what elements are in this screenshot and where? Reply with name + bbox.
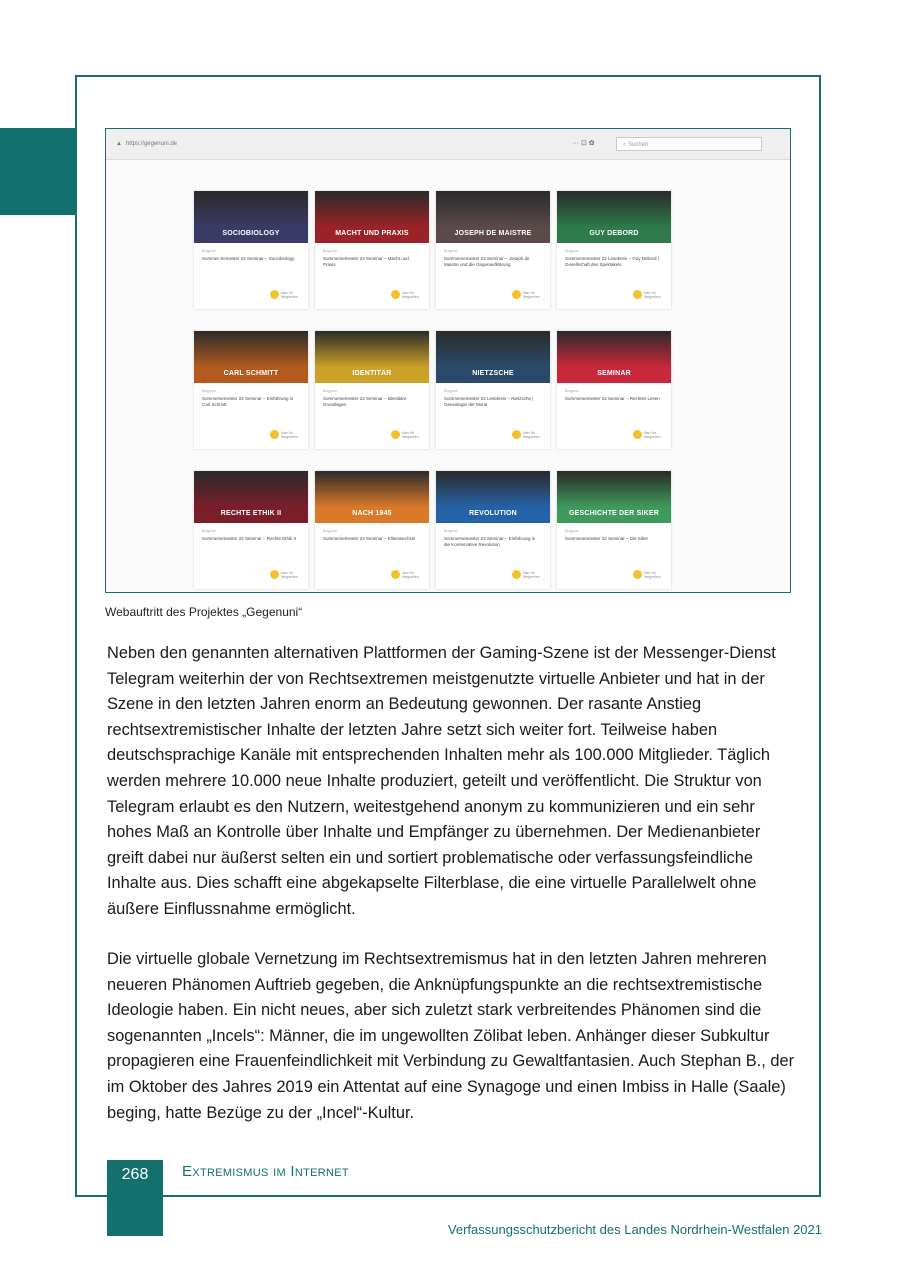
card-title[interactable]: Sommersemester 22 Seminar – Einführung in Carl Schmitt bbox=[202, 396, 294, 407]
card-image-title: REVOLUTION bbox=[469, 510, 517, 517]
card-category: Blogpost bbox=[323, 529, 337, 533]
card-logo bbox=[633, 429, 661, 441]
card-logo-text: Narr für Wegsehen bbox=[644, 571, 661, 579]
course-card[interactable] bbox=[194, 191, 308, 309]
card-image bbox=[436, 471, 550, 523]
card-logo-text: Narr für Wegsehen bbox=[281, 431, 298, 439]
card-logo bbox=[633, 289, 661, 301]
card-title[interactable]: Sommersemester 22 Seminar – Die Siker bbox=[565, 536, 649, 541]
card-logo-text: Narr für Wegsehen bbox=[281, 571, 298, 579]
card-title[interactable]: Sommersemester 22 Lesekreis – Nietzsche | Genealogie der Moral bbox=[444, 396, 534, 407]
chapter-tab bbox=[0, 128, 76, 215]
card-image-title: IDENTITÄR bbox=[352, 370, 392, 377]
card-logo-text: Narr für Wegsehen bbox=[523, 571, 540, 579]
sun-icon bbox=[512, 290, 521, 299]
card-logo bbox=[391, 429, 419, 441]
card-title[interactable]: Sommersemester 22 Seminar – Identitäre Grundlagen bbox=[323, 396, 407, 407]
sun-icon bbox=[633, 570, 642, 579]
section-title: Extremismus im Internet bbox=[182, 1163, 349, 1180]
sun-icon bbox=[270, 430, 279, 439]
card-title[interactable]: Sommersemester 22 Seminar – Einführung in die Konservative Revolution bbox=[444, 536, 536, 547]
card-image-title: NIETZSCHE bbox=[472, 370, 514, 377]
card-logo-text: Narr für Wegsehen bbox=[523, 431, 540, 439]
card-logo bbox=[270, 569, 298, 581]
card-logo bbox=[270, 289, 298, 301]
card-logo-text: Narr für Wegsehen bbox=[523, 291, 540, 299]
card-category: Blogpost bbox=[202, 529, 216, 533]
card-image bbox=[557, 331, 671, 383]
card-category: Blogpost bbox=[565, 389, 579, 393]
card-image-title: GESCHICHTE DER SIKER bbox=[569, 510, 659, 517]
card-title[interactable]: Sommersemester 22 Lesekreis – Guy Debord | Gesellschaft des Spektakels bbox=[565, 256, 659, 267]
card-title[interactable]: Sommersemester 22 Seminar – Rechte Ethik II bbox=[202, 536, 297, 541]
card-image-title: NACH 1945 bbox=[352, 510, 392, 517]
card-image bbox=[194, 331, 308, 383]
card-logo-text: Narr für Wegsehen bbox=[402, 571, 419, 579]
card-logo-text: Narr für Wegsehen bbox=[402, 291, 419, 299]
figure-caption: Webauftritt des Projektes „Gegenuni“ bbox=[105, 605, 303, 619]
card-logo bbox=[633, 569, 661, 581]
browser-toolbar bbox=[106, 129, 790, 160]
course-card[interactable] bbox=[315, 471, 429, 589]
card-image-title: SEMINAR bbox=[597, 370, 631, 377]
page-number: 268 bbox=[107, 1160, 163, 1236]
sun-icon bbox=[270, 290, 279, 299]
card-image bbox=[194, 191, 308, 243]
card-image-title: GUY DEBORD bbox=[589, 230, 639, 237]
course-card[interactable] bbox=[557, 331, 671, 449]
card-logo-text: Narr für Wegsehen bbox=[281, 291, 298, 299]
card-image bbox=[436, 191, 550, 243]
card-logo-text: Narr für Wegsehen bbox=[402, 431, 419, 439]
sun-icon bbox=[391, 290, 400, 299]
card-logo-text: Narr für Wegsehen bbox=[644, 431, 661, 439]
card-title[interactable]: Sommersemester 22 Seminar – Elitenwechsel bbox=[323, 536, 416, 541]
course-card[interactable] bbox=[436, 471, 550, 589]
card-logo bbox=[512, 289, 540, 301]
footer-text: Verfassungsschutzbericht des Landes Nordrhein-Westfalen 2021 bbox=[447, 1222, 822, 1237]
card-image-title: SOCIOBIOLOGY bbox=[222, 230, 280, 237]
card-image-title: CARL SCHMITT bbox=[223, 370, 279, 377]
card-logo bbox=[512, 429, 540, 441]
paragraph-2: Die virtuelle globale Vernetzung im Rechtsextremismus hat in den letzten Jahren mehreren neueren Phänomen Auftrieb gegeben, die Anknüpfungspunkte an die rechtsextremistische Ideologie haben. Ein nicht neues, aber sich zuletzt stark verbreitendes Phänomen sind die sogenannten „Incels“: Männer, die im ungewollten Zölibat leben. Anhänger dieser Subkultur propagieren eine Frauenfeindlichkeit mit Verbindung zu Gewaltfantasien. Auch Stephan B., der im Oktober des Jahres 2019 ein Attentat auf eine Synagoge und einen Imbiss in Halle (Saale) beging, hatte Bezüge zu der „Incel“-Kultur. bbox=[107, 950, 795, 1122]
course-card[interactable] bbox=[315, 191, 429, 309]
card-title[interactable]: Sommersemester 22 Seminar – Macht und Praxis bbox=[323, 256, 409, 267]
paragraph-1: Neben den genannten alternativen Plattformen der Gaming-Szene ist der Messenger-Dienst Telegram weiterhin der von Rechtsextremen meistgenutzte virtuelle Anbieter und hat in der Szene in den letzten Jahren enorm an Bedeutung gewonnen. Der rasante Anstieg rechtsextremistischer Inhalte der letzten Jahre setzt sich weiter fort. Teilweise haben deutschsprachige Kanäle mit entsprechenden Inhalten mehr als 100.000 Mitglieder. Täglich werden mehrere 10.000 neue Inhalte produziert, geteilt und veröffentlicht. Die Struktur von Telegram erlaubt es den Nutzern, weitestgehend anonym zu kommunizieren und ein sehr hohes Maß an Kontrolle über Inhalte und Empfänger zu übernehmen. Der Medienanbieter greift dabei nur äußerst selten ein und sortiert problematische oder verfassungsfeindliche Inhalte aus. Dies schafft eine abgekapselte Filterblase, die eine virtuelle Parallelwelt ohne äußere Einflussnahme ermöglicht. bbox=[107, 644, 776, 918]
card-category: Blogpost bbox=[202, 389, 216, 393]
card-category: Blogpost bbox=[444, 529, 458, 533]
card-image bbox=[436, 331, 550, 383]
card-image bbox=[557, 191, 671, 243]
card-title[interactable]: Sommersemester 22 Seminar – Joseph de Maistre und die Gegenaufklärung bbox=[444, 256, 530, 267]
sun-icon bbox=[512, 570, 521, 579]
sun-icon bbox=[512, 430, 521, 439]
sun-icon bbox=[270, 570, 279, 579]
sun-icon bbox=[633, 290, 642, 299]
card-image-title: RECHTE ETHIK II bbox=[220, 510, 282, 517]
search-placeholder: Suchen bbox=[628, 142, 649, 148]
card-image-title: MACHT UND PRAXIS bbox=[335, 230, 409, 237]
card-category: Blogpost bbox=[202, 249, 216, 253]
card-category: Blogpost bbox=[444, 389, 458, 393]
course-card[interactable] bbox=[436, 331, 550, 449]
card-image bbox=[315, 191, 429, 243]
card-image bbox=[194, 471, 308, 523]
card-logo bbox=[512, 569, 540, 581]
card-category: Blogpost bbox=[565, 529, 579, 533]
card-logo bbox=[270, 429, 298, 441]
card-logo bbox=[391, 289, 419, 301]
card-logo bbox=[391, 569, 419, 581]
card-logo-text: Narr für Wegsehen bbox=[644, 291, 661, 299]
card-category: Blogpost bbox=[444, 249, 458, 253]
course-card[interactable] bbox=[436, 191, 550, 309]
course-card[interactable] bbox=[315, 331, 429, 449]
card-title[interactable]: Sommersemester 22 Seminar – Rechtes Lesen bbox=[565, 396, 660, 401]
card-category: Blogpost bbox=[323, 389, 337, 393]
course-card[interactable] bbox=[194, 471, 308, 589]
sun-icon bbox=[391, 570, 400, 579]
sun-icon bbox=[391, 430, 400, 439]
card-image bbox=[557, 471, 671, 523]
card-title[interactable]: Summer Semester 22 Seminar – Sociobiology bbox=[202, 256, 295, 261]
course-card[interactable] bbox=[194, 331, 308, 449]
course-card[interactable] bbox=[557, 191, 671, 309]
sun-icon bbox=[633, 430, 642, 439]
card-category: Blogpost bbox=[565, 249, 579, 253]
course-card[interactable] bbox=[557, 471, 671, 589]
card-image bbox=[315, 331, 429, 383]
card-image bbox=[315, 471, 429, 523]
card-category: Blogpost bbox=[323, 249, 337, 253]
browser-nav-icons: ··· ⊡ ✿ bbox=[572, 140, 595, 147]
website-screenshot bbox=[105, 128, 791, 593]
card-image-title: JOSEPH DE MAISTRE bbox=[454, 230, 532, 237]
url-text: https://gegenuni.de bbox=[125, 141, 177, 147]
address-bar bbox=[110, 137, 586, 151]
lock-icon: ▲ bbox=[116, 141, 122, 147]
search-input: ⌕ Suchen bbox=[616, 137, 762, 151]
